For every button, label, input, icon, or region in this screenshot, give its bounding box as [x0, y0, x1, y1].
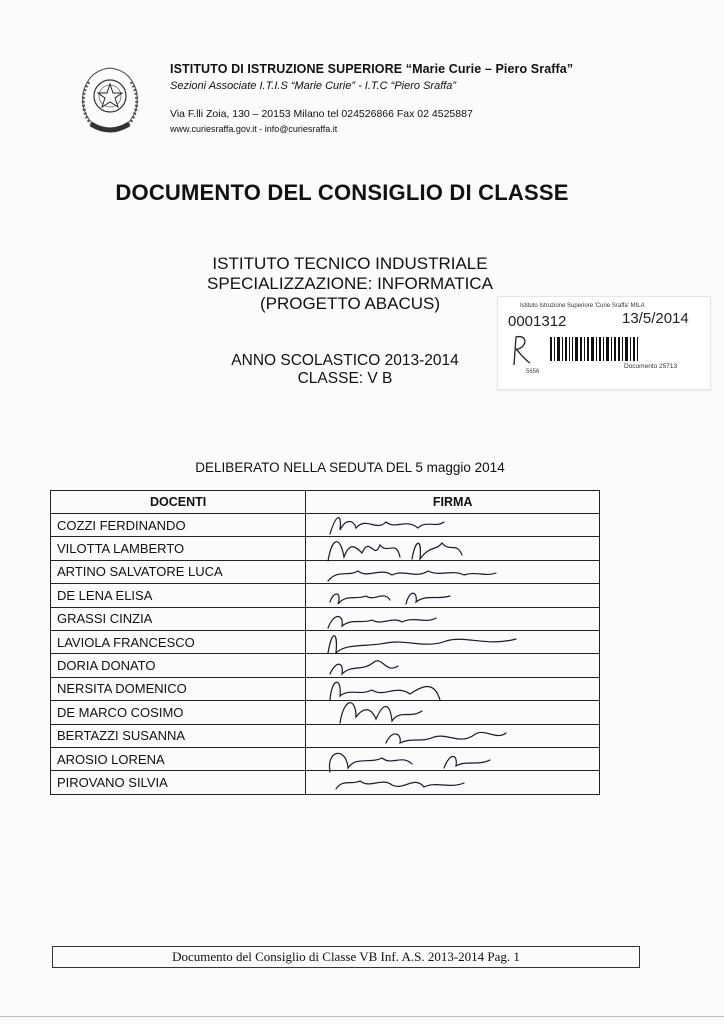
teacher-name: LAVIOLA FRANCESCO — [51, 630, 306, 653]
deliberation-line: DELIBERATO NELLA SEDUTA DEL 5 maggio 2014 — [195, 460, 505, 475]
teacher-signature-cell — [306, 771, 600, 794]
teacher-name: BERTAZZI SUSANNA — [51, 724, 306, 747]
barcode — [550, 337, 654, 361]
institute-sections: Sezioni Associate I.T.I.S “Marie Curie” - I.T.C “Piero Sraffa” — [170, 80, 457, 92]
stamp-code: 5656 — [526, 369, 540, 375]
year-block — [180, 352, 510, 388]
stamp-date: 13/5/2014 — [622, 310, 689, 327]
teacher-name: AROSIO LORENA — [51, 747, 306, 770]
institute-web: www.curiesraffa.gov.it - info@curiesraffa.it — [170, 124, 338, 134]
class-label: CLASSE: V B — [297, 370, 393, 387]
school-line-3: (PROGETTO ABACUS) — [259, 294, 441, 313]
document-title — [0, 180, 724, 206]
page-edge-divider — [0, 1016, 724, 1017]
col-docenti-header: DOCENTI — [51, 491, 306, 514]
handwritten-r-mark — [508, 333, 534, 367]
teacher-name: GRASSI CINZIA — [51, 607, 306, 630]
italian-republic-emblem-icon — [75, 62, 145, 140]
institute-address: Via F.lli Zoia, 130 – 20153 Milano tel 024526866 Fax 02 4525887 — [170, 108, 473, 120]
document-title-text: DOCUMENTO DEL CONSIGLIO DI CLASSE — [115, 180, 569, 205]
school-line-1: ISTITUTO TECNICO INDUSTRIALE — [212, 254, 488, 273]
teacher-name: DE LENA ELISA — [51, 584, 306, 607]
teacher-name: DE MARCO COSIMO — [51, 701, 306, 724]
school-year: ANNO SCOLASTICO 2013-2014 — [231, 352, 459, 369]
handwritten-signature — [306, 765, 596, 799]
protocol-stamp — [497, 296, 711, 390]
stamp-header: Istituto Istruzione Superiore 'Curie Sraffa' MILA — [520, 303, 645, 309]
school-block — [150, 254, 550, 314]
teacher-name: PIROVANO SILVIA — [51, 771, 306, 794]
teacher-name: ARTINO SALVATORE LUCA — [51, 560, 306, 583]
school-line-2: SPECIALIZZAZIONE: INFORMATICA — [207, 274, 493, 293]
page-footer: Documento del Consiglio di Classe VB Inf. A.S. 2013-2014 Pag. 1 — [52, 946, 640, 968]
col-firma-header: FIRMA — [306, 491, 600, 514]
table-row — [51, 771, 600, 794]
teacher-name: NERSITA DOMENICO — [51, 677, 306, 700]
teacher-name: VILOTTA LAMBERTO — [51, 537, 306, 560]
teacher-name: DORIA DONATO — [51, 654, 306, 677]
stamp-number: 0001312 — [508, 313, 567, 330]
teachers-table — [50, 490, 600, 795]
stamp-document: Documento 25713 — [624, 363, 678, 370]
teacher-name: COZZI FERDINANDO — [51, 514, 306, 537]
institute-name: ISTITUTO DI ISTRUZIONE SUPERIORE “Marie Curie – Piero Sraffa” — [170, 62, 574, 76]
